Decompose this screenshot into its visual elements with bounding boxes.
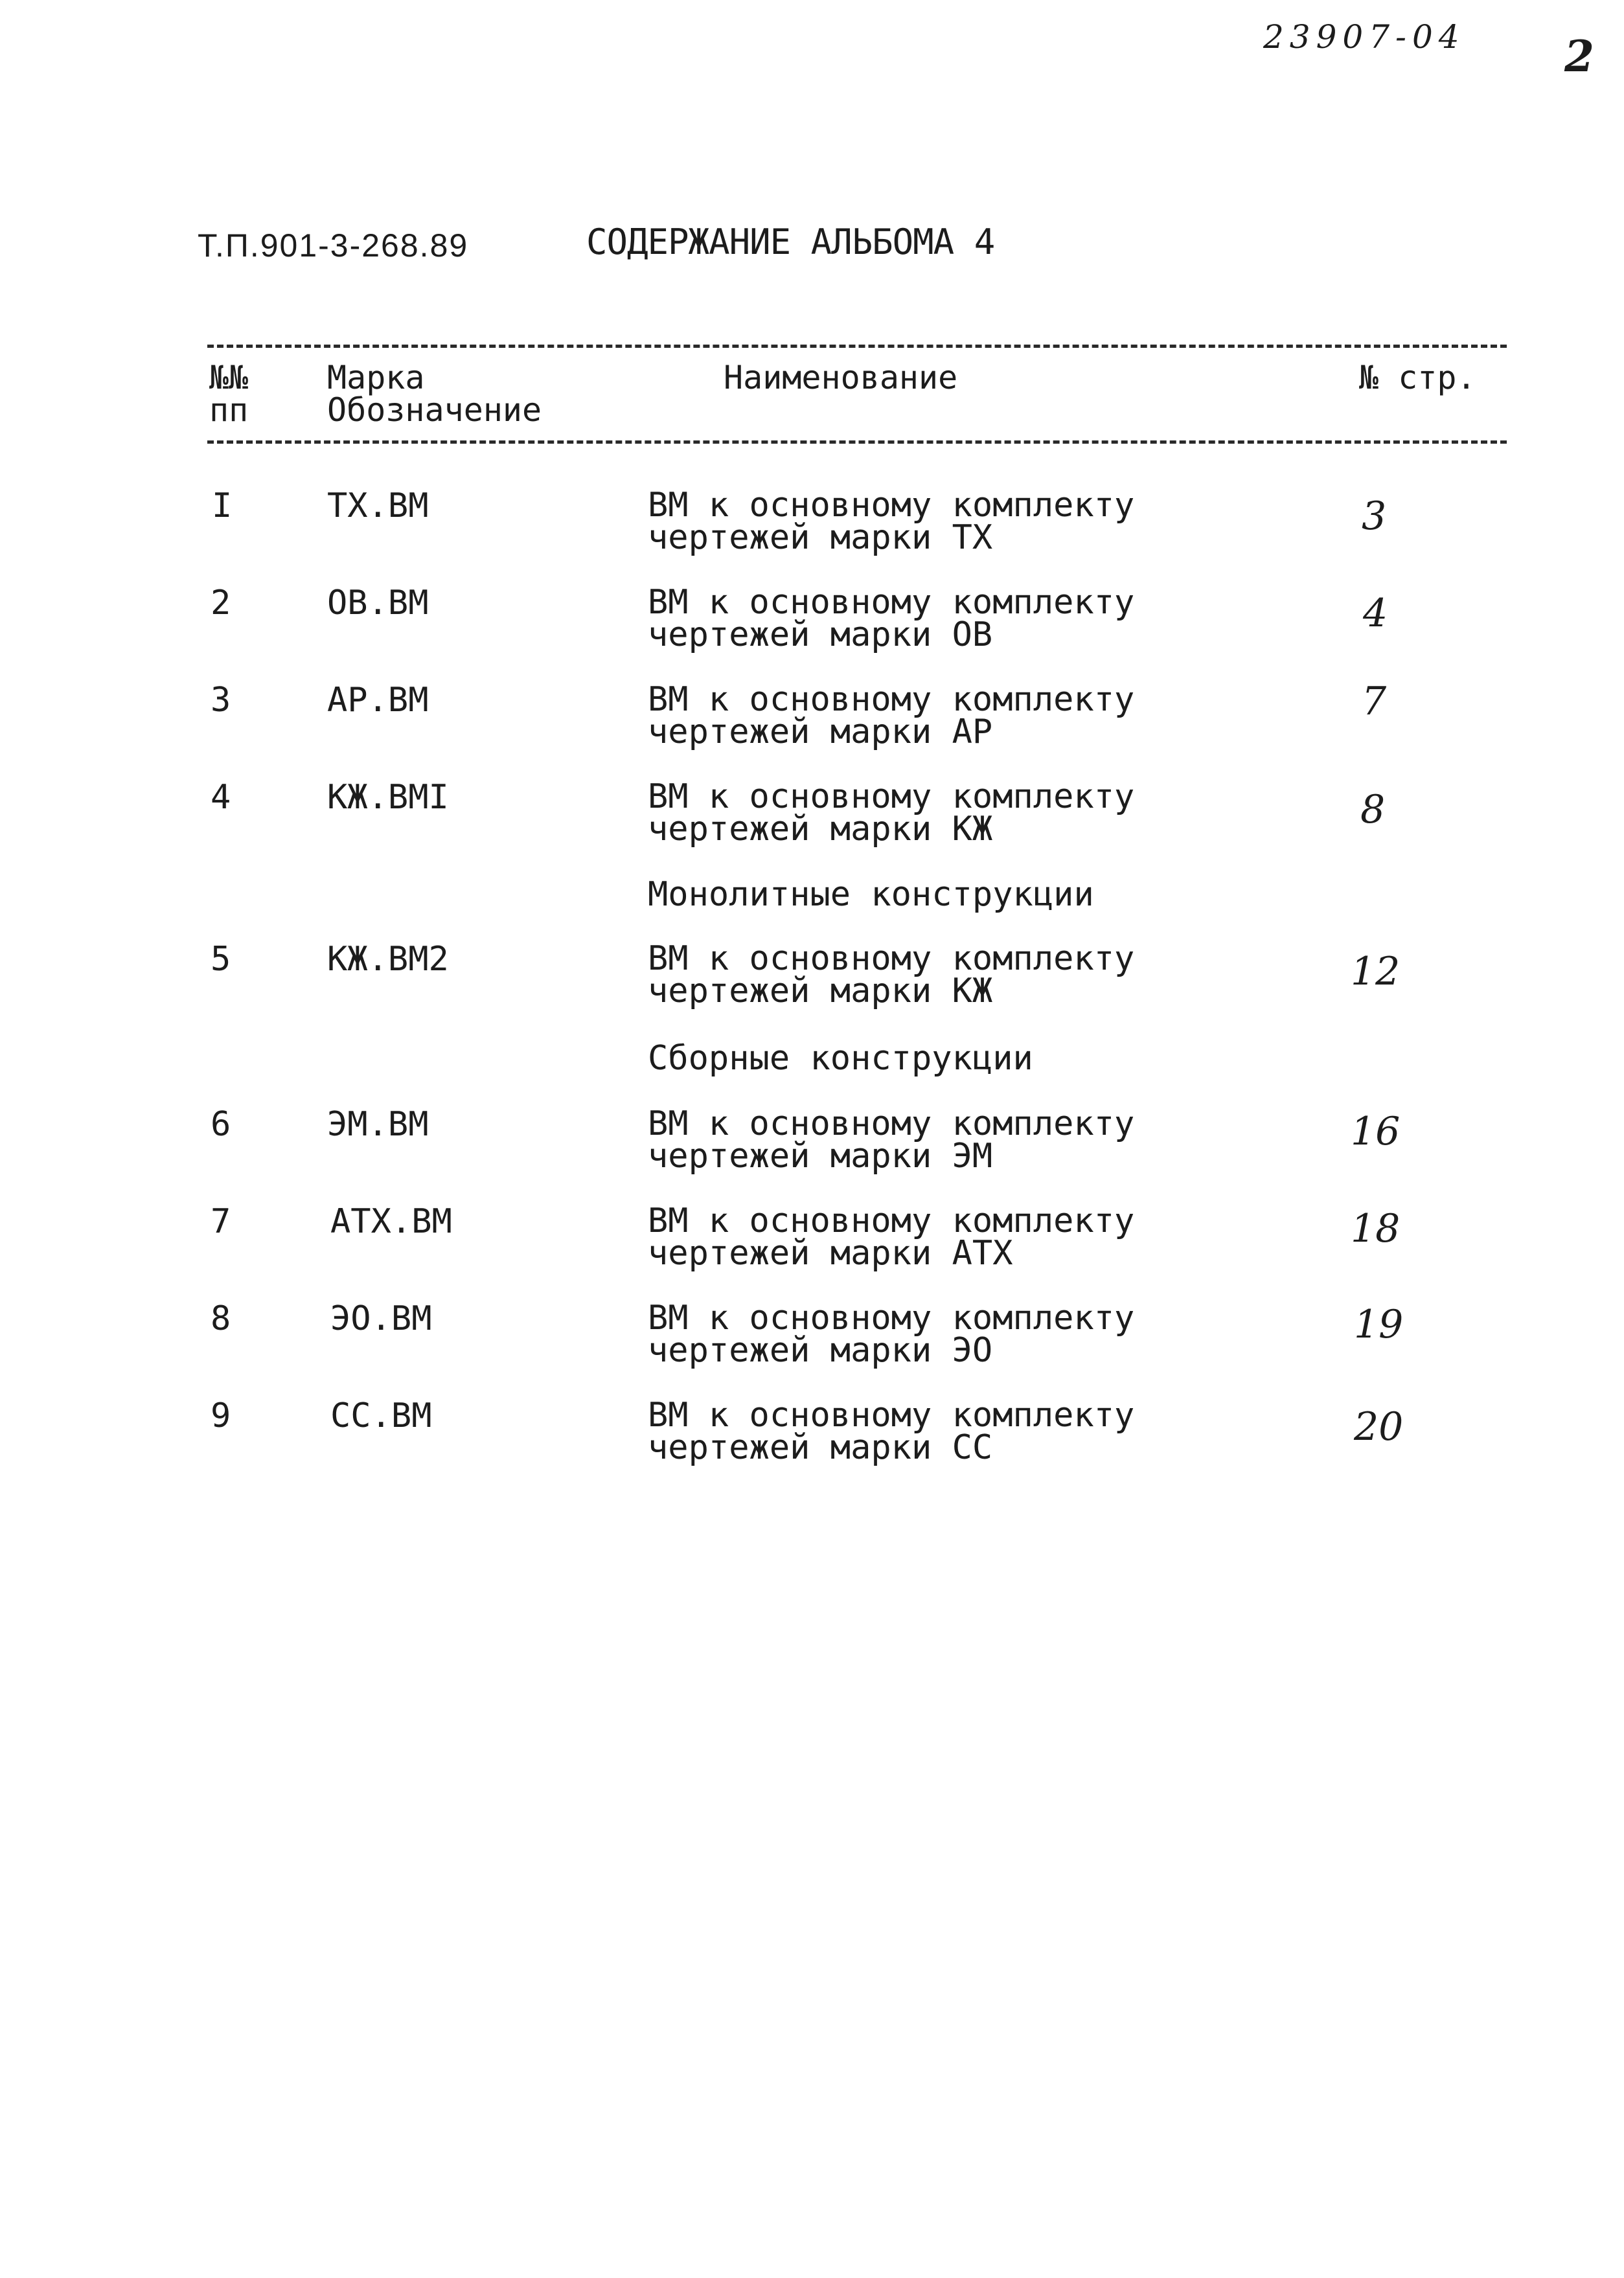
row-name: ВМ к основному комплекту чертежей марки ЭО (648, 1299, 1135, 1370)
row-page: 20 (1354, 1404, 1404, 1450)
row-name: ВМ к основному комплекту чертежей марки ЭМ (648, 1104, 1135, 1176)
row-page: 3 (1362, 494, 1387, 539)
row-name: ВМ к основному комплекту чертежей марки ТХ (648, 486, 1135, 557)
header-top-rule (207, 345, 1507, 348)
row-name: ВМ к основному комплекту чертежей марки ОВ (648, 583, 1135, 654)
row-page: 19 (1354, 1302, 1404, 1347)
row-number: 7 (211, 1202, 231, 1241)
row-number: 2 (211, 584, 231, 622)
row-name: ВМ к основному комплекту чертежей марки АР (648, 680, 1135, 751)
row-number: 4 (211, 778, 231, 817)
row-name: ВМ к основному комплекту чертежей марки КЖ (648, 939, 1135, 1010)
row-mark: ЭО.ВМ (330, 1299, 432, 1338)
column-header-name: Наименование (724, 359, 958, 396)
row-mark: АР.ВМ (327, 681, 429, 720)
row-mark: СС.ВМ (330, 1396, 432, 1435)
row-page: 12 (1351, 949, 1401, 994)
row-number: 8 (211, 1299, 231, 1338)
column-header-number: №№ пп (209, 359, 249, 429)
section-note-prefab: Сборные конструкции (648, 1039, 1033, 1078)
row-mark: КЖ.ВМI (327, 778, 449, 817)
row-number: 6 (211, 1105, 231, 1144)
row-number: 3 (211, 681, 231, 720)
row-number: 5 (211, 940, 231, 979)
row-mark: КЖ.ВМ2 (327, 940, 449, 979)
row-mark: АТХ.ВМ (330, 1202, 452, 1241)
document-number: 23907-04 (1263, 18, 1465, 56)
column-header-page: № стр. (1359, 359, 1476, 396)
column-header-mark: Марка Обозначение (327, 359, 542, 429)
row-number: 9 (211, 1396, 231, 1435)
row-page: 4 (1363, 591, 1388, 636)
row-mark: ЭМ.ВМ (327, 1105, 429, 1144)
row-mark: ТХ.ВМ (327, 486, 429, 525)
row-number: I (212, 486, 233, 525)
page-title: СОДЕРЖАНИЕ АЛЬБОМА 4 (586, 222, 995, 262)
row-mark: ОВ.ВМ (327, 584, 429, 622)
section-note-monolithic: Монолитные конструкции (648, 875, 1094, 914)
row-page: 18 (1351, 1206, 1401, 1251)
row-page: 7 (1362, 679, 1387, 724)
document-code: Т.П.901-3-268.89 (198, 227, 469, 264)
header-bottom-rule (207, 440, 1507, 444)
row-page: 8 (1360, 787, 1386, 832)
row-page: 16 (1351, 1109, 1401, 1154)
row-name: ВМ к основному комплекту чертежей марки СС (648, 1396, 1135, 1467)
row-name: ВМ к основному комплекту чертежей марки КЖ (648, 777, 1135, 849)
row-name: ВМ к основному комплекту чертежей марки АТХ (648, 1202, 1135, 1273)
page-number: 2 (1564, 31, 1594, 82)
